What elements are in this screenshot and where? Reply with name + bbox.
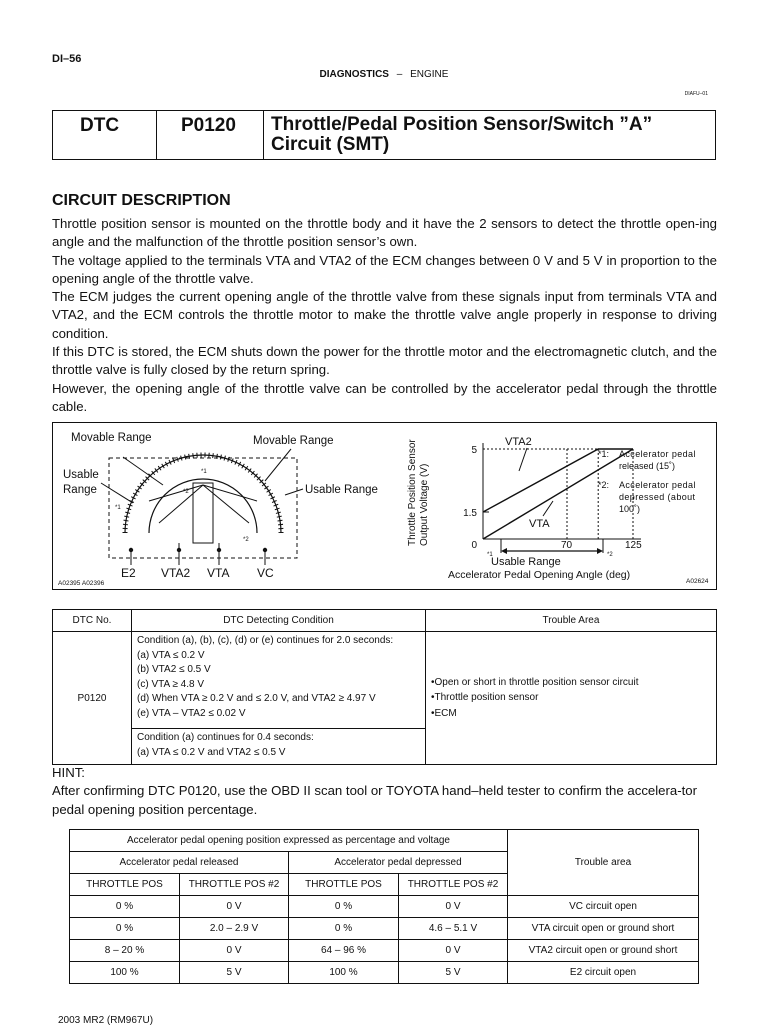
table-cell: 0 % — [289, 896, 399, 918]
acc-header-top: Accelerator pedal opening position expressed as percentage and voltage — [70, 830, 508, 852]
hint-label: HINT: — [52, 765, 85, 780]
condition-line: Condition (a) continues for 0.4 seconds: — [137, 732, 314, 743]
wiper — [149, 485, 203, 501]
condition-cell — [132, 632, 426, 729]
dtc-label: DTC — [53, 111, 157, 159]
x-tick-label: 0 — [471, 540, 477, 551]
table-cell: 100 % — [70, 962, 180, 984]
acc-header-depressed: Accelerator pedal depressed — [289, 852, 508, 874]
left-figure-id: A02395 A02396 — [58, 580, 105, 587]
table-row — [53, 632, 717, 729]
terminal-vc: VC — [257, 566, 274, 580]
marker-star1: *1 — [487, 552, 493, 558]
series-label-vta: VTA — [529, 518, 550, 530]
dtc-table-header — [53, 610, 717, 632]
hint-text: After confirming DTC P0120, use the OBD II scan tool or TOYOTA hand–held tester to confirm the accelera-tor pedal opening position percentage. — [52, 783, 698, 817]
table-cell: VTA circuit open or ground short — [508, 918, 699, 940]
header-detecting-condition: DTC Detecting Condition — [132, 610, 426, 632]
rotor — [193, 483, 213, 543]
note2-key: *2: — [598, 480, 610, 490]
dtc-title — [264, 111, 715, 159]
trouble-item: •ECM — [431, 707, 457, 719]
label-movable-range-1: Movable Range — [71, 432, 152, 444]
accelerator-table — [69, 829, 699, 984]
dtc-title-line1: Throttle/Pedal Position Sensor/Switch ”A” — [271, 114, 653, 135]
acc-header-released: Accelerator pedal released — [70, 852, 289, 874]
table-cell: VC circuit open — [508, 896, 699, 918]
table-cell: 5 V — [180, 962, 289, 984]
acc-subheader: THROTTLE POS — [70, 874, 180, 896]
x-tick-label: 125 — [625, 540, 642, 551]
output-voltage-chart — [463, 436, 642, 558]
condition-cell — [132, 729, 426, 765]
acc-subheader: THROTTLE POS — [289, 874, 399, 896]
arrowhead-right — [597, 548, 603, 554]
dtc-title-box — [52, 110, 716, 160]
header-dash: – — [396, 69, 403, 80]
trouble-area-cell — [426, 632, 717, 765]
marker-star1: *1 — [201, 469, 207, 475]
terminal-dot — [177, 548, 181, 552]
paragraph: However, the opening angle of the throttle valve can be controlled by the accelerator pedal through the throttle cable. — [52, 380, 717, 414]
paragraph: The voltage applied to the terminals VTA and VTA2 of the ECM changes between 0 V and 5 V in proportion to the opening angle of the throttle valve. — [52, 252, 717, 286]
acc-subheader: THROTTLE POS #2 — [399, 874, 508, 896]
note2-text-a: Accelerator pedal — [619, 480, 696, 490]
condition-line: Condition (a), (b), (c), (d) or (e) continues for 2.0 seconds: — [137, 635, 394, 646]
condition-line: (d) When VTA ≥ 0.2 V and ≤ 2.0 V, and VTA2 ≥ 4.97 V — [137, 693, 376, 704]
condition-line: (a) VTA ≤ 0.2 V and VTA2 ≤ 0.5 V — [137, 746, 286, 758]
acc-header-trouble-area: Trouble area — [508, 830, 699, 896]
table-cell: 8 – 20 % — [70, 940, 180, 962]
terminal-vta2: VTA2 — [161, 566, 191, 580]
table-cell: 4.6 – 5.1 V — [399, 918, 508, 940]
trouble-item: •Throttle position sensor — [431, 692, 539, 704]
table-cell: E2 circuit open — [508, 962, 699, 984]
y-tick-label: 1.5 — [463, 508, 477, 519]
dtc-title-line2: Circuit (SMT) — [271, 134, 390, 155]
table-cell: 0 % — [289, 918, 399, 940]
header-trouble-area: Trouble Area — [426, 610, 717, 632]
paragraph: If this DTC is stored, the ECM shuts down the power for the throttle motor and the electromagnetic clutch, and the throttle valve is fully closed by the return spring. — [52, 344, 717, 378]
note1-text-a: Accelerator pedal — [619, 449, 696, 459]
wiper — [203, 485, 257, 501]
document-id: DIAFU–01 — [684, 91, 708, 97]
header-subsection: ENGINE — [410, 69, 449, 80]
dtc-code-cell: P0120 — [53, 632, 132, 765]
condition-line: (b) VTA2 ≤ 0.5 V — [137, 664, 211, 675]
terminal-e2: E2 — [121, 566, 136, 580]
label-usable-left-2: Range — [63, 484, 97, 496]
terminal-dot — [129, 548, 133, 552]
label-movable-range-2: Movable Range — [253, 435, 334, 447]
resistor-track — [125, 455, 281, 533]
paragraph: The ECM judges the current opening angle of the throttle valve from these signals input from terminals VTA and VTA2, and the ECM controls the throttle motor to make the throttle valve angle properly in response to driving condition. — [52, 289, 717, 341]
table-cell: 64 – 96 % — [289, 940, 399, 962]
chart-ylabel-2: Output Voltage (V) — [419, 463, 430, 546]
circuit-figure — [52, 422, 717, 590]
table-row — [70, 918, 699, 940]
page-number: DI–56 — [52, 53, 82, 65]
table-cell: 0 V — [399, 940, 508, 962]
x-tick-label: 70 — [561, 540, 573, 551]
table-row — [70, 896, 699, 918]
note2-text-b: depressed (about — [619, 492, 696, 502]
condition-line: (c) VTA ≥ 4.8 V — [137, 678, 204, 690]
chart-xlabel: Accelerator Pedal Opening Angle (deg) — [448, 569, 631, 581]
paragraph: Throttle position sensor is mounted on the throttle body and it have the 2 sensors to detect the throttle open-ing angle and the malfunction of the throttle position sensor’s own. — [52, 216, 717, 250]
leader-line — [519, 448, 527, 471]
series-line-vta — [483, 449, 633, 539]
note1-text-b: released (15˚) — [619, 461, 676, 471]
terminal-dot — [217, 548, 221, 552]
arrowhead-left — [501, 548, 507, 554]
chart-ylabel-1: Throttle Position Sensor — [407, 439, 418, 546]
terminal-dots — [129, 548, 267, 552]
footer: 2003 MR2 (RM967U) — [58, 1015, 154, 1026]
wiper — [203, 485, 249, 523]
inner-arc — [149, 479, 257, 533]
y-tick-label: 5 — [471, 445, 477, 456]
trouble-item: •Open or short in throttle position sensor circuit — [431, 676, 639, 688]
table-cell: 0 % — [70, 918, 180, 940]
figure-svg — [53, 423, 718, 591]
outer-arc — [125, 455, 281, 533]
hint-block — [52, 764, 717, 819]
terminal-dot — [263, 548, 267, 552]
condition-line: (a) VTA ≤ 0.2 V — [137, 649, 205, 661]
marker-star2: *2 — [607, 552, 613, 558]
terminal-vta: VTA — [207, 566, 230, 580]
marker-star2: *2 — [183, 489, 189, 495]
table-cell: 0 V — [399, 896, 508, 918]
marker-star1: *1 — [115, 505, 121, 511]
table-cell: 0 V — [180, 940, 289, 962]
header-section: DIAGNOSTICS — [319, 69, 389, 80]
label-usable-right: Usable Range — [305, 484, 378, 496]
table-cell: 5 V — [399, 962, 508, 984]
dtc-table — [52, 609, 717, 765]
leader-line — [285, 489, 303, 495]
series-line-vta2 — [483, 449, 633, 512]
running-header — [0, 69, 768, 80]
acc-subheader: THROTTLE POS #2 — [180, 874, 289, 896]
table-row — [70, 962, 699, 984]
table-row — [70, 830, 699, 852]
dtc-code: P0120 — [157, 111, 264, 159]
series-label-vta2: VTA2 — [505, 436, 532, 448]
table-cell: VTA2 circuit open or ground short — [508, 940, 699, 962]
header-dtc-no: DTC No. — [53, 610, 132, 632]
table-cell: 2.0 – 2.9 V — [180, 918, 289, 940]
right-figure-id: A02624 — [686, 578, 709, 585]
leader-line — [543, 501, 553, 516]
circuit-description-heading: CIRCUIT DESCRIPTION — [52, 192, 231, 209]
table-cell: 100 % — [289, 962, 399, 984]
wiper — [159, 485, 203, 523]
circuit-description-body — [52, 215, 717, 416]
marker-star2: *2 — [243, 537, 249, 543]
table-cell: 0 % — [70, 896, 180, 918]
note2-text-c: 100˚) — [619, 504, 641, 514]
note1-key: *1: — [598, 449, 610, 459]
table-row — [70, 940, 699, 962]
condition-line: (e) VTA – VTA2 ≤ 0.02 V — [137, 707, 246, 719]
sensor-schematic — [101, 449, 303, 565]
usable-range-label: Usable Range — [491, 556, 561, 568]
leader-line — [101, 483, 133, 503]
leader-line — [265, 449, 291, 481]
table-cell: 0 V — [180, 896, 289, 918]
label-usable-left-1: Usable — [63, 469, 99, 481]
